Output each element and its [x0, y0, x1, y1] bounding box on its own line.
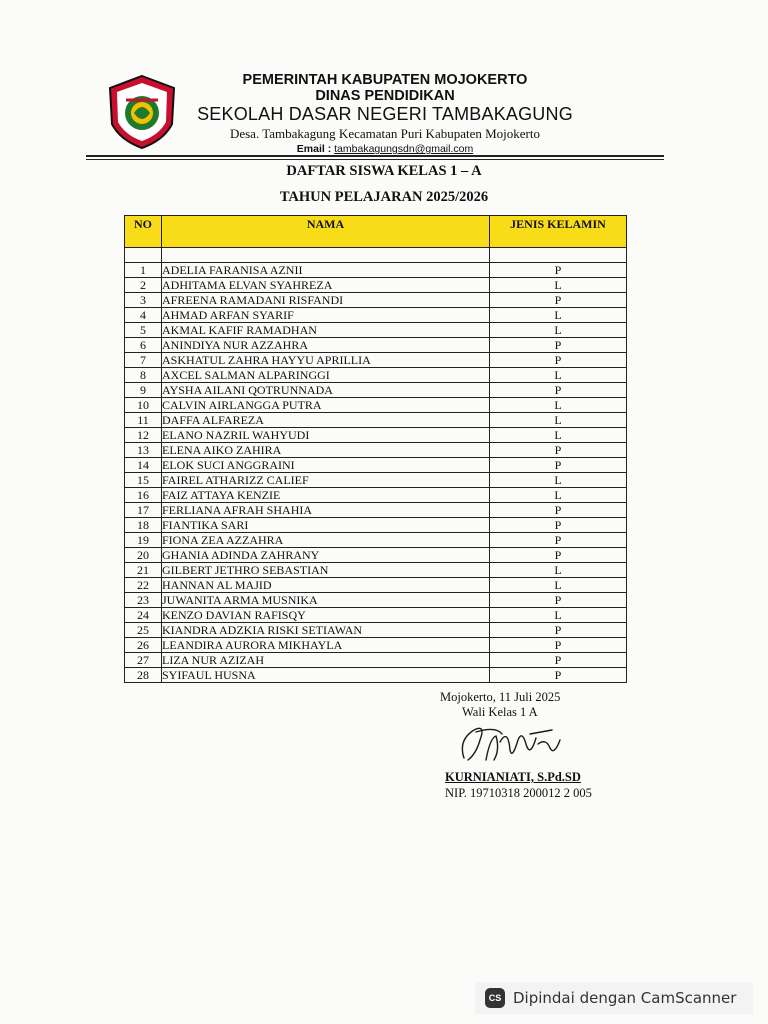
row-number: 20: [125, 548, 162, 563]
student-gender: L: [490, 368, 627, 383]
header-divider-thin: [86, 159, 664, 160]
school-name: SEKOLAH DASAR NEGERI TAMBAKAGUNG: [197, 104, 573, 124]
row-number: 6: [125, 338, 162, 353]
row-number: 24: [125, 608, 162, 623]
row-number: 17: [125, 503, 162, 518]
student-gender: P: [490, 383, 627, 398]
table-row: [125, 533, 627, 548]
table-spacer-row: [125, 248, 627, 263]
row-number: 9: [125, 383, 162, 398]
table-row: [125, 263, 627, 278]
place-date: Mojokerto, 11 Juli 2025: [440, 690, 561, 704]
student-gender: L: [490, 563, 627, 578]
table-row: [125, 458, 627, 473]
academic-year: TAHUN PELAJARAN 2025/2026: [279, 189, 489, 205]
email-label: Email :: [296, 143, 332, 155]
column-header-name: NAMA: [162, 216, 490, 248]
row-number: 23: [125, 593, 162, 608]
table-row: [125, 503, 627, 518]
row-number: 4: [125, 308, 162, 323]
column-header-no: NO: [125, 216, 162, 248]
header-divider: [86, 155, 664, 157]
student-name: FIONA ZEA AZZAHRA: [162, 533, 490, 548]
table-header-row: [125, 216, 627, 248]
student-gender: L: [490, 323, 627, 338]
student-name: AHMAD ARFAN SYARIF: [162, 308, 490, 323]
student-gender: L: [490, 413, 627, 428]
student-name: ELOK SUCI ANGGRAINI: [162, 458, 490, 473]
school-email: [185, 142, 585, 156]
student-gender: P: [490, 653, 627, 668]
email-address[interactable]: tambakagungsdn@gmail.com: [334, 143, 474, 155]
row-number: 8: [125, 368, 162, 383]
student-gender: L: [490, 488, 627, 503]
row-number: 14: [125, 458, 162, 473]
table-row: [125, 593, 627, 608]
camscanner-watermark: [475, 982, 753, 1014]
table-row: [125, 413, 627, 428]
table-row: [125, 368, 627, 383]
student-gender: P: [490, 593, 627, 608]
student-name: FAIREL ATHARIZZ CALIEF: [162, 473, 490, 488]
table-row: [125, 383, 627, 398]
government-name: PEMERINTAH KABUPATEN MOJOKERTO: [242, 72, 528, 88]
student-gender: P: [490, 533, 627, 548]
student-name: AFREENA RAMADANI RISFANDI: [162, 293, 490, 308]
camscanner-icon: CS: [485, 988, 505, 1008]
student-gender: P: [490, 518, 627, 533]
table-row: [125, 353, 627, 368]
student-gender: P: [490, 338, 627, 353]
table-row: [125, 428, 627, 443]
table-row: [125, 653, 627, 668]
student-name: LEANDIRA AURORA MIKHAYLA: [162, 638, 490, 653]
student-gender: P: [490, 293, 627, 308]
student-name: DAFFA ALFAREZA: [162, 413, 490, 428]
department-name: DINAS PENDIDIKAN: [315, 88, 455, 104]
table-row: [125, 398, 627, 413]
student-gender: L: [490, 428, 627, 443]
row-number: 2: [125, 278, 162, 293]
student-name: ADELIA FARANISA AZNII: [162, 263, 490, 278]
school-address: Desa. Tambakagung Kecamatan Puri Kabupaten Mojokerto: [229, 126, 541, 141]
row-number: 3: [125, 293, 162, 308]
row-number: 25: [125, 623, 162, 638]
table-row: [125, 578, 627, 593]
signer-nip: NIP. 19710318 200012 2 005: [445, 786, 592, 800]
table-row: [125, 488, 627, 503]
student-name: SYIFAUL HUSNA: [162, 668, 490, 683]
row-number: 10: [125, 398, 162, 413]
row-number: 19: [125, 533, 162, 548]
student-name: AYSHA AILANI QOTRUNNADA: [162, 383, 490, 398]
table-row: [125, 638, 627, 653]
table-row: [125, 563, 627, 578]
row-number: 27: [125, 653, 162, 668]
table-row: [125, 518, 627, 533]
student-name: GILBERT JETHRO SEBASTIAN: [162, 563, 490, 578]
table-row: [125, 623, 627, 638]
student-name: FAIZ ATTAYA KENZIE: [162, 488, 490, 503]
student-name: JUWANITA ARMA MUSNIKA: [162, 593, 490, 608]
row-number: 5: [125, 323, 162, 338]
student-name: KENZO DAVIAN RAFISQY: [162, 608, 490, 623]
row-number: 13: [125, 443, 162, 458]
student-name: CALVIN AIRLANGGA PUTRA: [162, 398, 490, 413]
student-table: [124, 215, 627, 683]
regency-emblem-icon: [104, 74, 180, 150]
signer-role: Wali Kelas 1 A: [462, 705, 538, 719]
row-number: 12: [125, 428, 162, 443]
table-row: [125, 323, 627, 338]
row-number: 22: [125, 578, 162, 593]
row-number: 1: [125, 263, 162, 278]
table-row: [125, 443, 627, 458]
student-name: FIANTIKA SARI: [162, 518, 490, 533]
student-gender: L: [490, 398, 627, 413]
table-row: [125, 338, 627, 353]
student-table-body: [125, 248, 627, 683]
document-title: DAFTAR SISWA KELAS 1 – A: [286, 163, 482, 179]
student-gender: P: [490, 548, 627, 563]
signer-name: KURNIANIATI, S.Pd.SD: [445, 770, 581, 784]
student-gender: P: [490, 458, 627, 473]
row-number: 21: [125, 563, 162, 578]
row-number: 15: [125, 473, 162, 488]
student-gender: P: [490, 623, 627, 638]
table-row: [125, 473, 627, 488]
student-gender: L: [490, 473, 627, 488]
row-number: 28: [125, 668, 162, 683]
table-row: [125, 293, 627, 308]
student-name: GHANIA ADINDA ZAHRANY: [162, 548, 490, 563]
column-header-gender: JENIS KELAMIN: [490, 216, 627, 248]
student-name: ELENA AIKO ZAHIRA: [162, 443, 490, 458]
table-row: [125, 548, 627, 563]
student-gender: P: [490, 503, 627, 518]
student-name: LIZA NUR AZIZAH: [162, 653, 490, 668]
student-name: AXCEL SALMAN ALPARINGGI: [162, 368, 490, 383]
letterhead: [185, 72, 585, 156]
student-gender: P: [490, 353, 627, 368]
table-row: [125, 668, 627, 683]
row-number: 16: [125, 488, 162, 503]
student-gender: P: [490, 668, 627, 683]
row-number: 11: [125, 413, 162, 428]
student-gender: P: [490, 638, 627, 653]
row-number: 7: [125, 353, 162, 368]
handwritten-signature: [456, 720, 566, 766]
student-name: FERLIANA AFRAH SHAHIA: [162, 503, 490, 518]
table-row: [125, 608, 627, 623]
row-number: 26: [125, 638, 162, 653]
table-row: [125, 308, 627, 323]
student-gender: L: [490, 608, 627, 623]
student-gender: L: [490, 308, 627, 323]
student-name: ASKHATUL ZAHRA HAYYU APRILLIA: [162, 353, 490, 368]
student-name: ANINDIYA NUR AZZAHRA: [162, 338, 490, 353]
student-gender: P: [490, 443, 627, 458]
scanner-text: Dipindai dengan CamScanner: [513, 989, 737, 1007]
signature-block: [440, 690, 560, 720]
row-number: 18: [125, 518, 162, 533]
student-name: HANNAN AL MAJID: [162, 578, 490, 593]
student-gender: P: [490, 263, 627, 278]
student-name: AKMAL KAFIF RAMADHAN: [162, 323, 490, 338]
student-name: ADHITAMA ELVAN SYAHREZA: [162, 278, 490, 293]
student-gender: L: [490, 578, 627, 593]
student-name: ELANO NAZRIL WAHYUDI: [162, 428, 490, 443]
student-name: KIANDRA ADZKIA RISKI SETIAWAN: [162, 623, 490, 638]
student-gender: L: [490, 278, 627, 293]
table-row: [125, 278, 627, 293]
